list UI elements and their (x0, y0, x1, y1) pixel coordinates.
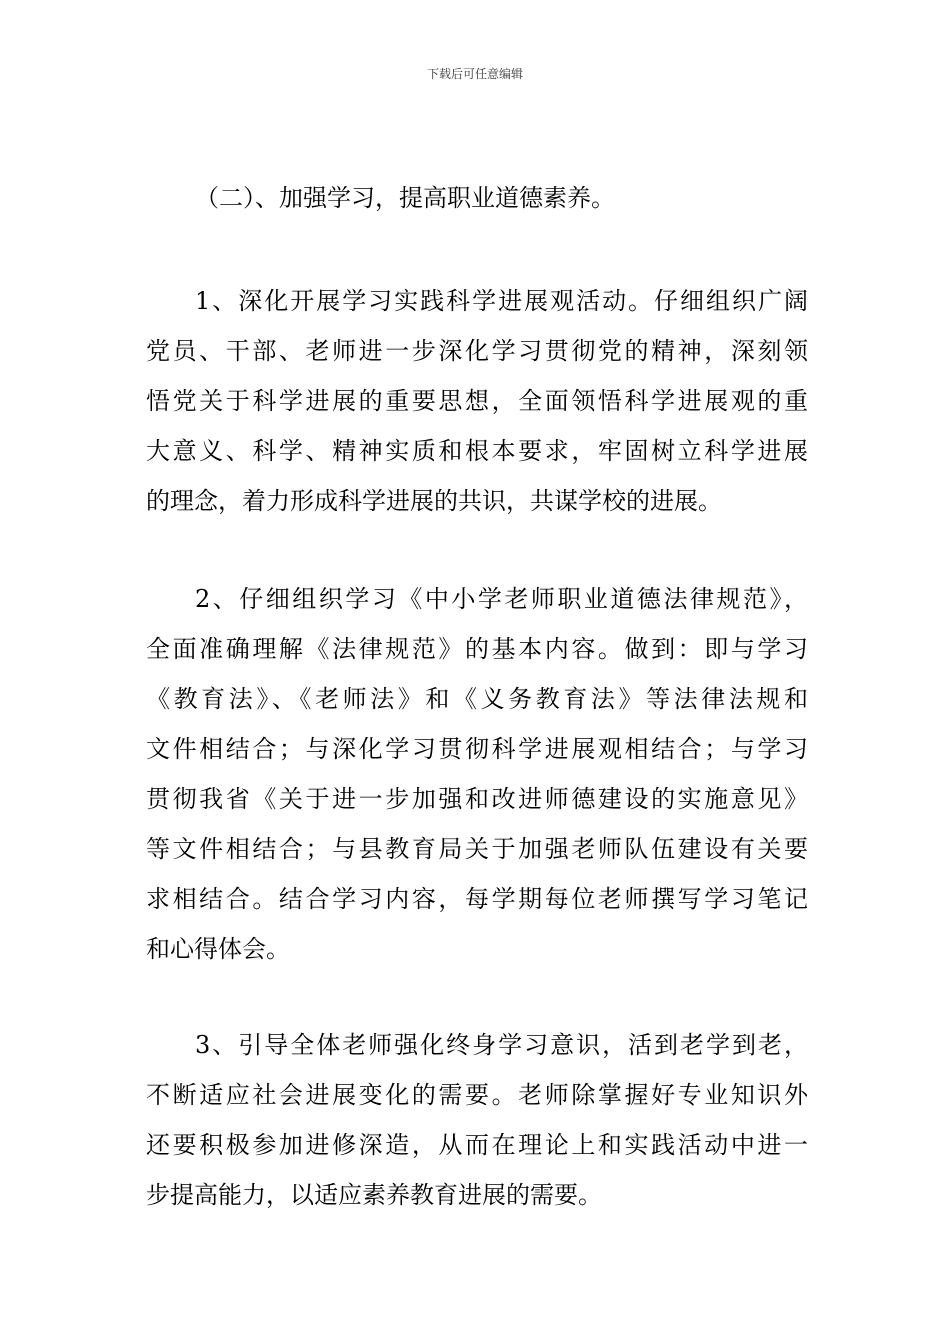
paragraph-2 (146, 574, 808, 974)
paragraph-line: 悟党关于科学进展的重要思想，全面领悟科学进展观的重 (146, 387, 808, 415)
paragraph-line: 和心得体会。 (146, 935, 290, 963)
paragraph-line: 步提高能力，以适应素养教育进展的需要。 (146, 1181, 602, 1209)
paragraph-line: 的理念，着力形成科学进展的共识，共谋学校的进展。 (146, 487, 722, 515)
paragraph-line: 文件相结合；与深化学习贯彻科学进展观相结合；与学习 (146, 735, 808, 763)
paragraph-line: 2、仔细组织学习《中小学老师职业道德法律规范》， (195, 585, 808, 613)
paragraph-line: 贯彻我省《关于进一步加强和改进师德建设的实施意见》 (146, 785, 808, 813)
paragraph-line: 不断适应社会进展变化的需要。老师除掌握好专业知识外 (146, 1081, 808, 1109)
section-heading: （二）、加强学习，提高职业道德素养。 (195, 184, 615, 212)
paragraph-line: 还要积极参加进修深造，从而在理论上和实践活动中进一 (146, 1131, 808, 1159)
paragraph-line: 《教育法》、《老师法》和《义务教育法》等法律法规和 (146, 685, 808, 713)
paragraph-line: 等文件相结合；与县教育局关于加强老师队伍建设有关要 (146, 835, 808, 863)
paragraph-line: 全面准确理解《法律规范》的基本内容。做到：即与学习 (146, 635, 808, 663)
paragraph-1 (146, 276, 808, 526)
paragraph-line: 3、引导全体老师强化终身学习意识，活到老学到老， (195, 1031, 808, 1059)
paragraph-line: 求相结合。结合学习内容，每学期每位老师撰写学习笔记 (146, 885, 808, 913)
paragraph-line: 大意义、科学、精神实质和根本要求，牢固树立科学进展 (146, 437, 808, 465)
paragraph-line: 1、深化开展学习实践科学进展观活动。仔细组织广阔 (195, 287, 808, 315)
page-header: 下载后可任意编辑 (426, 67, 523, 81)
paragraph-3 (146, 1020, 808, 1220)
paragraph-line: 党员、干部、老师进一步深化学习贯彻党的精神，深刻领 (146, 337, 808, 365)
